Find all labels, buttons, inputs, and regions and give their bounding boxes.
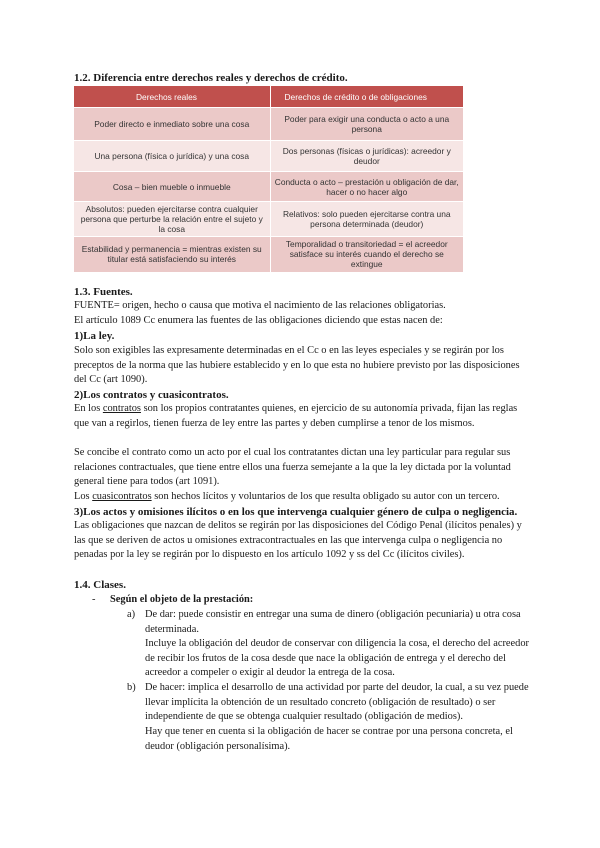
item-a-text: De dar: puede consistir en entregar una suma de dinero (obligación pecuniaria) u otra cosa determinada. [145,609,521,635]
contratos-pre: En los [74,403,103,414]
heading-1-3: 1.3. Fuentes. [74,286,133,298]
ley-text: Solo son exigibles las expresamente determinadas en el Cc o en las leyes especiales y se regirán por los preceptos de la norma que las hubiere establecido y en lo que esta no hubiere previsto por las disposiciones del Cc (art 1090). [74,345,520,386]
table-header-cell: Derechos de crédito o de obligaciones [270,86,463,108]
fuente-definition: FUENTE= origen, hecho o causa que motiva el nacimiento de las relaciones obligatorias. [74,300,446,311]
art-1089-text: El artículo 1089 Cc enumera las fuentes de las obligaciones diciendo que estas nacen de: [74,315,443,326]
contratos-paragraph-1 [74,402,528,431]
table-cell: Dos personas (físicas o jurídicas): acreedor y deudor [270,141,463,172]
cuasi-post: son hechos lícitos y voluntarios de los que resulta obligado su autor con un tercero. [151,491,500,502]
cuasi-pre: Los [74,491,93,502]
table-cell: Estabilidad y permanencia = mientras existen su titular está satisfaciendo su interés [74,237,270,272]
item-a-extra: Incluye la obligación del deudor de conservar con diligencia la cosa, el derecho del acreedor de recibir los frutos de la cosa desde que nace la obligación de entrega y el derecho del acreedor a compeler o exigir al deudor la entrega de la cosa. [145,638,529,679]
actos-title: 3)Los actos y omisiones ilícitos o en los que intervenga cualquier género de culpa o negligencia. [74,506,518,518]
table-row [74,141,463,172]
item-b-extra: Hay que tener en cuenta si la obligación de hacer se contrae por una persona concreta, el deudor (obligación personalísima). [145,726,513,752]
ley-title: 1)La ley. [74,330,115,342]
table-cell: Temporalidad o transitoriedad = el acreedor satisface su interés cuando el derecho se extingue [270,237,463,272]
list-dash: - [92,594,96,605]
contratos-term: contratos [102,403,141,414]
contratos-paragraph-2: Se concibe el contrato como un acto por el cual los contratantes dictan una ley particular para regular sus relaciones contractuales, que tiene entre ellos una fuerza semejante a la que la ley dictada por la voluntad general tiene para todos (art 1091). [74,447,511,488]
cuasicontratos-term: cuasicontratos [92,491,152,502]
table-cell: Absolutos: pueden ejercitarse contra cualquier persona que perturbe la relación entre el sujeto y la cosa [74,202,270,237]
item-b-text: De hacer: implica el desarrollo de una actividad por parte del deudor, la cual, a su vez puede llevar implícita la obtención de un resultado concreto (obligación de resultado) o ser independiente de que se obtenga cualquier resultado (obligación de medios). [145,682,529,723]
heading-1-2: 1.2. Diferencia entre derechos reales y derechos de crédito. [74,72,348,84]
table-cell: Cosa – bien mueble o inmueble [74,172,270,202]
contratos-title: 2)Los contratos y cuasicontratos. [74,389,229,401]
table-row [74,237,463,272]
actos-text: Las obligaciones que nazcan de delitos se regirán por las disposiciones del Código Penal (ilícitos penales) y las que se deriven de actos u omisiones extracontractuales en las que intervenga culpa o negligencia no penadas por la ley se regirán por lo dispuesto en los artículo 1092 y ss del Cc (ilícitos civiles). [74,520,522,561]
item-a-marker: a) [127,609,136,620]
heading-1-4: 1.4. Clases. [74,579,126,591]
table-cell: Conducta o acto – prestación u obligación de dar, hacer o no hacer algo [270,172,463,202]
table-cell: Poder directo e inmediato sobre una cosa [74,108,270,141]
table-cell: Una persona (física o jurídica) y una cosa [74,141,270,172]
cuasicontratos-paragraph [74,490,528,505]
contratos-post: son los propios contratantes quienes, en ejercicio de su autonomía privada, fijan las reglas que van a regirlos, tienen fuerza de ley entre las partes y deben cumplirse a tenor de los mismos. [74,403,518,429]
table-cell: Relativos: solo pueden ejercitarse contra una persona determinada (deudor) [270,202,463,237]
table-row [74,172,463,202]
table-header-cell: Derechos reales [74,86,270,108]
table-header-row [74,86,463,108]
table-row [74,108,463,141]
objeto-title: Según el objeto de la prestación: [110,594,254,605]
table-row [74,202,463,237]
item-b-marker: b) [127,682,136,693]
comparison-table [74,86,463,272]
table-cell: Poder para exigir una conducta o acto a una persona [270,108,463,141]
